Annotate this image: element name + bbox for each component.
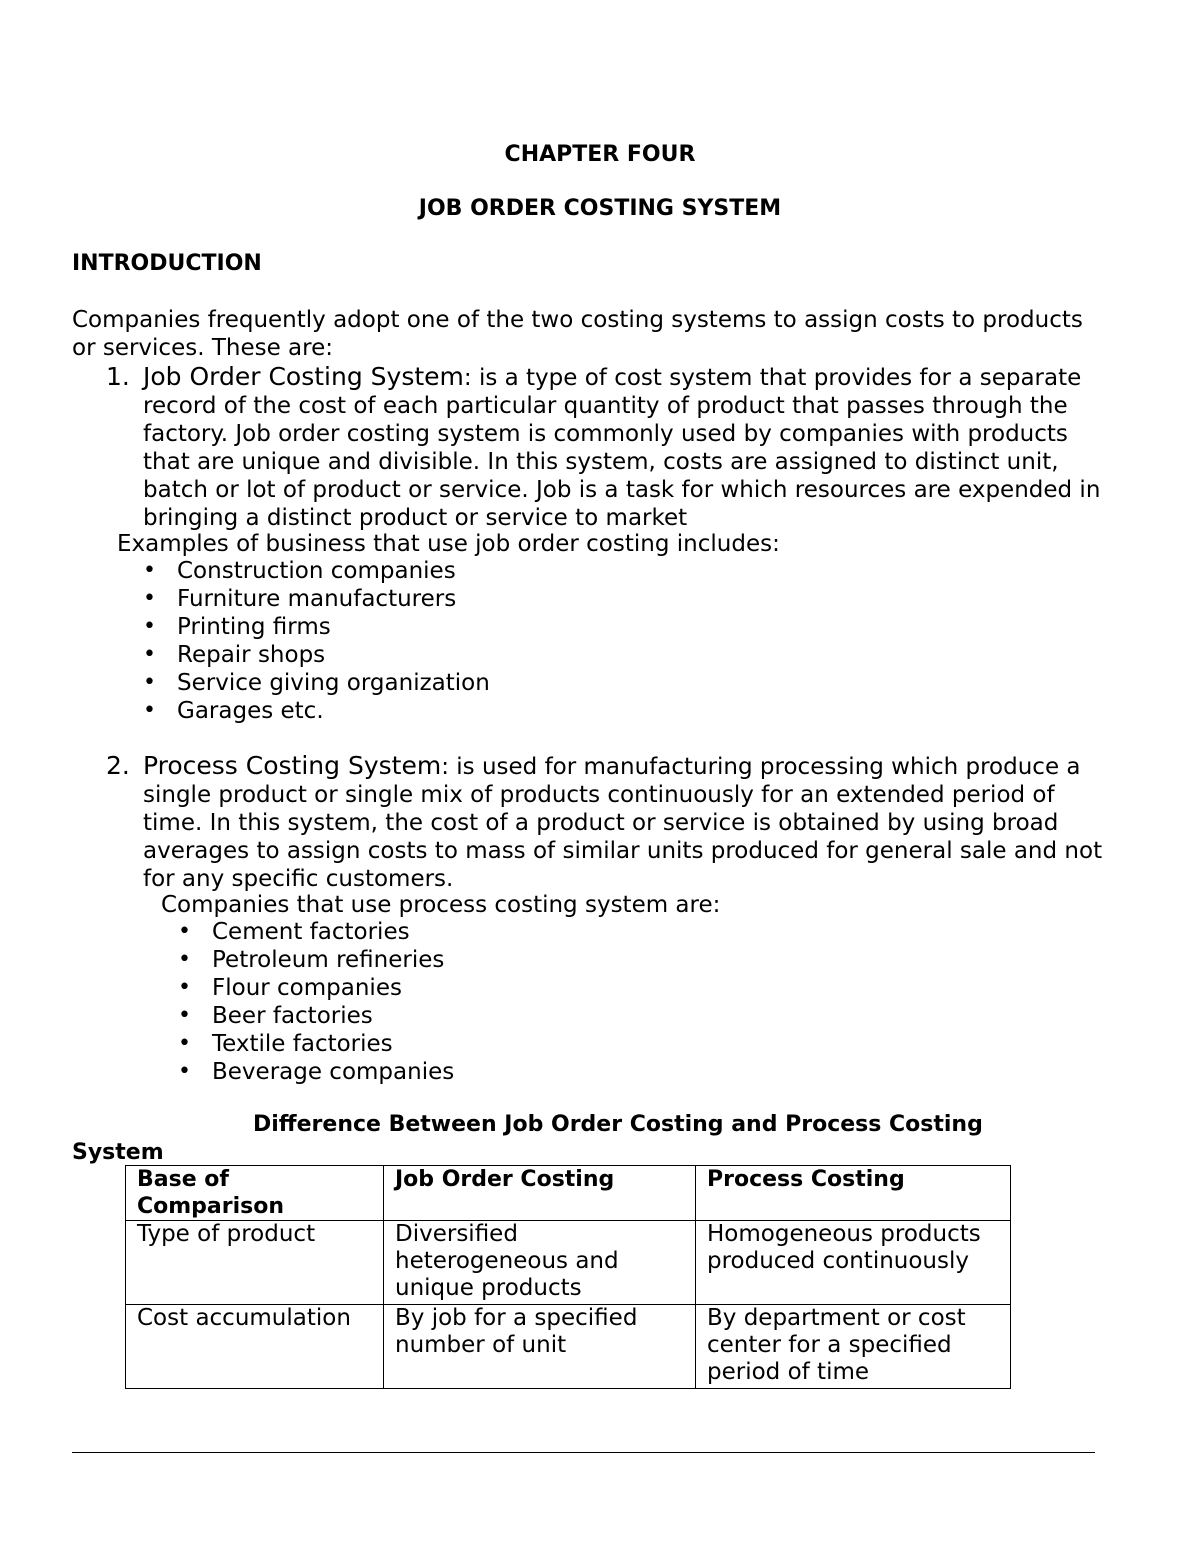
- list-number: 2.: [106, 751, 130, 780]
- system-term: Job Order Costing System: [143, 362, 464, 391]
- table-cell: Homogeneous products produced continuously: [696, 1221, 1011, 1305]
- intro-line: or services. These are:: [72, 335, 333, 361]
- column-header: Process Costing: [696, 1166, 1011, 1221]
- list-item: • Service giving organization: [177, 669, 490, 697]
- list-item: • Textile factories: [212, 1030, 454, 1058]
- comparison-table: [125, 1165, 1011, 1389]
- system-description-line: for any specific customers.: [143, 866, 454, 892]
- system-description-line: batch or lot of product or service. Job is a task for which resources are expended in: [143, 477, 1101, 503]
- footer-divider: [72, 1452, 1095, 1453]
- system-description-line: bringing a distinct product or service to market: [143, 505, 688, 531]
- table-cell: Cost accumulation: [126, 1305, 384, 1389]
- intro-heading: INTRODUCTION: [72, 251, 262, 276]
- chapter-label: CHAPTER FOUR: [504, 142, 696, 167]
- list-item: • Garages etc.: [177, 697, 490, 725]
- system-term: Process Costing System: [143, 751, 442, 780]
- examples-intro: Examples of business that use job order costing includes:: [117, 531, 780, 557]
- list-item: • Beverage companies: [212, 1058, 454, 1086]
- intro-line: Companies frequently adopt one of the two costing systems to assign costs to products: [72, 307, 1083, 333]
- examples-intro: Companies that use process costing system are:: [161, 892, 721, 918]
- table-header-row: [126, 1166, 1011, 1221]
- comparison-title-wrap: System: [72, 1140, 164, 1165]
- table-cell: By job for a specified number of unit: [384, 1305, 696, 1389]
- list-number: 1.: [106, 362, 130, 391]
- system-description-line: factory. Job order costing system is commonly used by companies with products: [143, 421, 1068, 447]
- table-cell: Diversified heterogeneous and unique products: [384, 1221, 696, 1305]
- column-header: Job Order Costing: [384, 1166, 696, 1221]
- examples-list-process: [212, 918, 454, 1086]
- table-row: [126, 1305, 1011, 1389]
- column-header: Base of Comparison: [126, 1166, 384, 1221]
- list-item: • Beer factories: [212, 1002, 454, 1030]
- chapter-title: JOB ORDER COSTING SYSTEM: [418, 196, 782, 221]
- table-row: [126, 1221, 1011, 1305]
- system-description-line: record of the cost of each particular quantity of product that passes through the: [143, 393, 1068, 419]
- system-description-line: time. In this system, the cost of a product or service is obtained by using broad: [143, 810, 1059, 836]
- examples-list-job-order: [177, 557, 490, 725]
- system-description-line: : is a type of cost system that provides for a separate: [463, 365, 1082, 391]
- system-description-line: averages to assign costs to mass of similar units produced for general sale and not: [143, 838, 1103, 864]
- table-cell: Type of product: [126, 1221, 384, 1305]
- list-item: • Flour companies: [212, 974, 454, 1002]
- list-item: • Construction companies: [177, 557, 490, 585]
- system-item-process: [106, 752, 1146, 893]
- list-item: • Petroleum refineries: [212, 946, 454, 974]
- comparison-title: Difference Between Job Order Costing and Process Costing: [253, 1112, 983, 1137]
- system-item-job-order: [106, 363, 1146, 532]
- list-item: • Printing firms: [177, 613, 490, 641]
- list-item: • Repair shops: [177, 641, 490, 669]
- system-description-line: : is used for manufacturing processing which produce a: [441, 754, 1081, 780]
- system-description-line: that are unique and divisible. In this system, costs are assigned to distinct unit,: [143, 449, 1059, 475]
- intro-paragraph: [72, 306, 1132, 362]
- list-item: • Cement factories: [212, 918, 454, 946]
- table-cell: By department or cost center for a specified period of time: [696, 1305, 1011, 1389]
- system-description-line: single product or single mix of products continuously for an extended period of: [143, 782, 1055, 808]
- list-item: • Furniture manufacturers: [177, 585, 490, 613]
